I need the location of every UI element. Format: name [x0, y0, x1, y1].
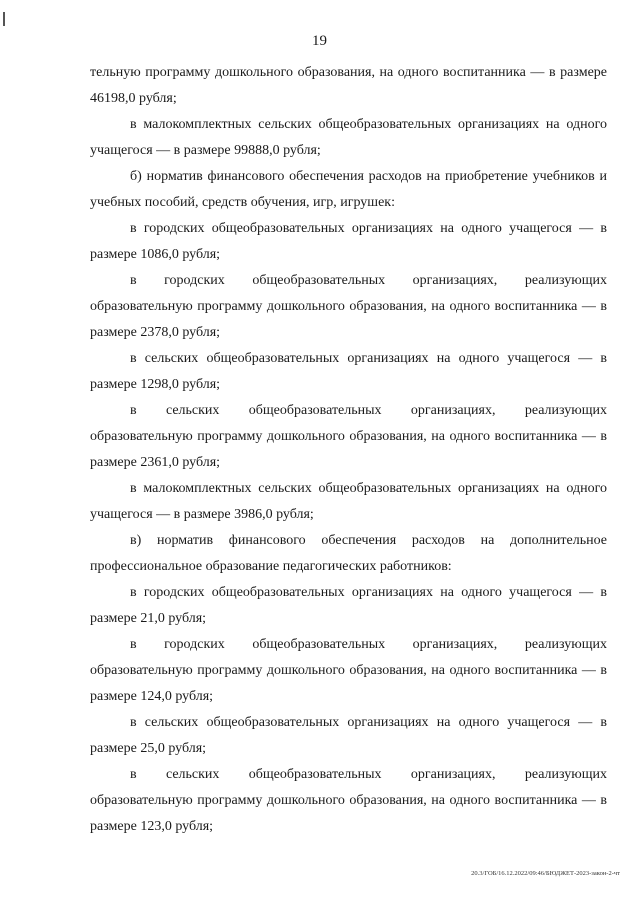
paragraph: в городских общеобразовательных организациях на одного учащегося — в размере 1086,0 рубля; [90, 221, 607, 262]
document-body [90, 60, 607, 840]
paragraph: в малокомплектных сельских общеобразовательных организациях на одного учащегося — в размере 3986,0 рубля; [90, 481, 607, 522]
paragraph: в сельских общеобразовательных организациях, реализующих образовательную программу дошкольного образования, на одного воспитанника — в размере 2361,0 рубля; [90, 403, 607, 470]
document-footer-code: 20.3/ГОБ/16.12.2022/09:46/БЮДЖЕТ-2023-закон-2-чт [471, 870, 620, 877]
paragraph: в городских общеобразовательных организациях, реализующих образовательную программу дошкольного образования, на одного воспитанника — в размере 2378,0 рубля; [90, 273, 607, 340]
paragraph-section-c: в) норматив финансового обеспечения расходов на дополнительное профессиональное образование педагогических работников: [90, 533, 607, 574]
paragraph-continuation: тельную программу дошкольного образования, на одного воспитанника — в размере 46198,0 рубля; [90, 65, 607, 106]
paragraph: в сельских общеобразовательных организациях на одного учащегося — в размере 1298,0 рубля; [90, 351, 607, 392]
page-number: 19 [312, 33, 327, 49]
paragraph-section-b: б) норматив финансового обеспечения расходов на приобретение учебников и учебных пособий, средств обучения, игр, игрушек: [90, 169, 607, 210]
paragraph: в сельских общеобразовательных организациях, реализующих образовательную программу дошкольного образования, на одного воспитанника — в размере 123,0 рубля; [90, 767, 607, 834]
paragraph: в сельских общеобразовательных организациях на одного учащегося — в размере 25,0 рубля; [90, 715, 607, 756]
paragraph: в малокомплектных сельских общеобразовательных организациях на одного учащегося — в размере 99888,0 рубля; [90, 117, 607, 158]
paragraph: в городских общеобразовательных организациях на одного учащегося — в размере 21,0 рубля; [90, 585, 607, 626]
paragraph: в городских общеобразовательных организациях, реализующих образовательную программу дошкольного образования, на одного воспитанника — в размере 124,0 рубля; [90, 637, 607, 704]
scan-artifact-mark [3, 12, 5, 26]
